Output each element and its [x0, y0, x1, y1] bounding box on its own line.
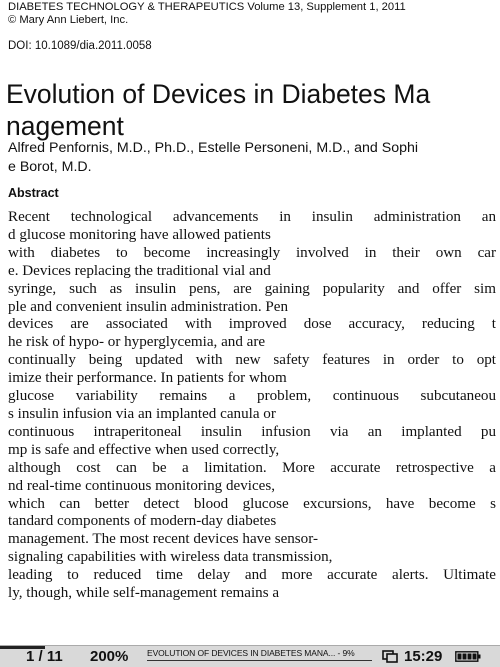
abstract-line: nd real-time continuous monitoring devices,	[8, 477, 276, 494]
abstract-line: syringe, such as insulin pens, are gaining popularity and offer sim	[8, 280, 496, 297]
abstract-line: he risk of hypo- or hyperglycemia, and are	[8, 334, 266, 351]
journal-header	[8, 1, 496, 27]
abstract-line: Recent technological advancements in insulin administration an	[8, 209, 496, 225]
abstract-line: e. Devices replacing the traditional vial and	[8, 262, 271, 279]
abstract-line: signaling capabilities with wireless data transmission,	[8, 549, 333, 566]
abstract-line: ple and convenient insulin administration. Pen	[8, 298, 289, 315]
abstract-line: continuous intraperitoneal insulin infusion via an implanted pu	[8, 423, 496, 440]
document-progress-line	[147, 660, 372, 661]
document-title: EVOLUTION OF DEVICES IN DIABETES MANA... - 9%	[147, 648, 355, 658]
author-line: Alfred Penfornis, M.D., Ph.D., Estelle Personeni, M.D., and Sophi	[8, 140, 419, 156]
page-indicator[interactable]: 1 / 11	[26, 648, 63, 665]
screen-icon[interactable]	[382, 650, 398, 663]
abstract-line: which can better detect blood glucose excursions, have become s	[8, 495, 496, 512]
abstract-line: with diabetes to become increasingly involved in their own car	[8, 244, 496, 261]
reader-status-bar	[0, 645, 500, 667]
abstract-line: tandard components of modern-day diabetes	[8, 513, 277, 530]
abstract-line: glucose variability remains a problem, continuous subcutaneou	[8, 388, 496, 405]
abstract-line: leading to reduced time delay and more accurate alerts. Ultimate	[8, 567, 496, 584]
abstract-line: although cost can be a limitation. More accurate retrospective a	[8, 459, 496, 476]
abstract-line: mp is safe and effective when used correctly,	[8, 441, 280, 458]
copyright: © Mary Ann Liebert, Inc.	[8, 14, 129, 26]
battery-icon	[455, 651, 481, 662]
abstract-line: imize their performance. In patients for whom	[8, 370, 287, 387]
abstract-line: s insulin infusion via an implanted canula or	[8, 405, 276, 422]
abstract-line: devices are associated with improved dose accuracy, reducing t	[8, 316, 496, 333]
article-title	[6, 78, 494, 142]
clock: 15:29	[404, 648, 443, 665]
title-line: Evolution of Devices in Diabetes Ma	[6, 78, 431, 109]
abstract-line: ly, though, while self-management remains a	[8, 585, 280, 602]
abstract-line: d glucose monitoring have allowed patients	[8, 226, 271, 243]
title-line: nagement	[6, 110, 124, 141]
journal-line: DIABETES TECHNOLOGY & THERAPEUTICS Volume 13, Supplement 1, 2011	[8, 1, 406, 13]
authors	[8, 139, 496, 177]
zoom-level[interactable]: 200%	[90, 648, 129, 665]
doi: DOI: 10.1089/dia.2011.0058	[8, 40, 152, 52]
author-line: e Borot, M.D.	[8, 159, 92, 175]
abstract-heading: Abstract	[8, 186, 59, 200]
abstract-line: management. The most recent devices have sensor-	[8, 531, 318, 548]
abstract-text	[8, 209, 496, 603]
abstract-line: continually being updated with new safety features in order to opt	[8, 352, 496, 369]
